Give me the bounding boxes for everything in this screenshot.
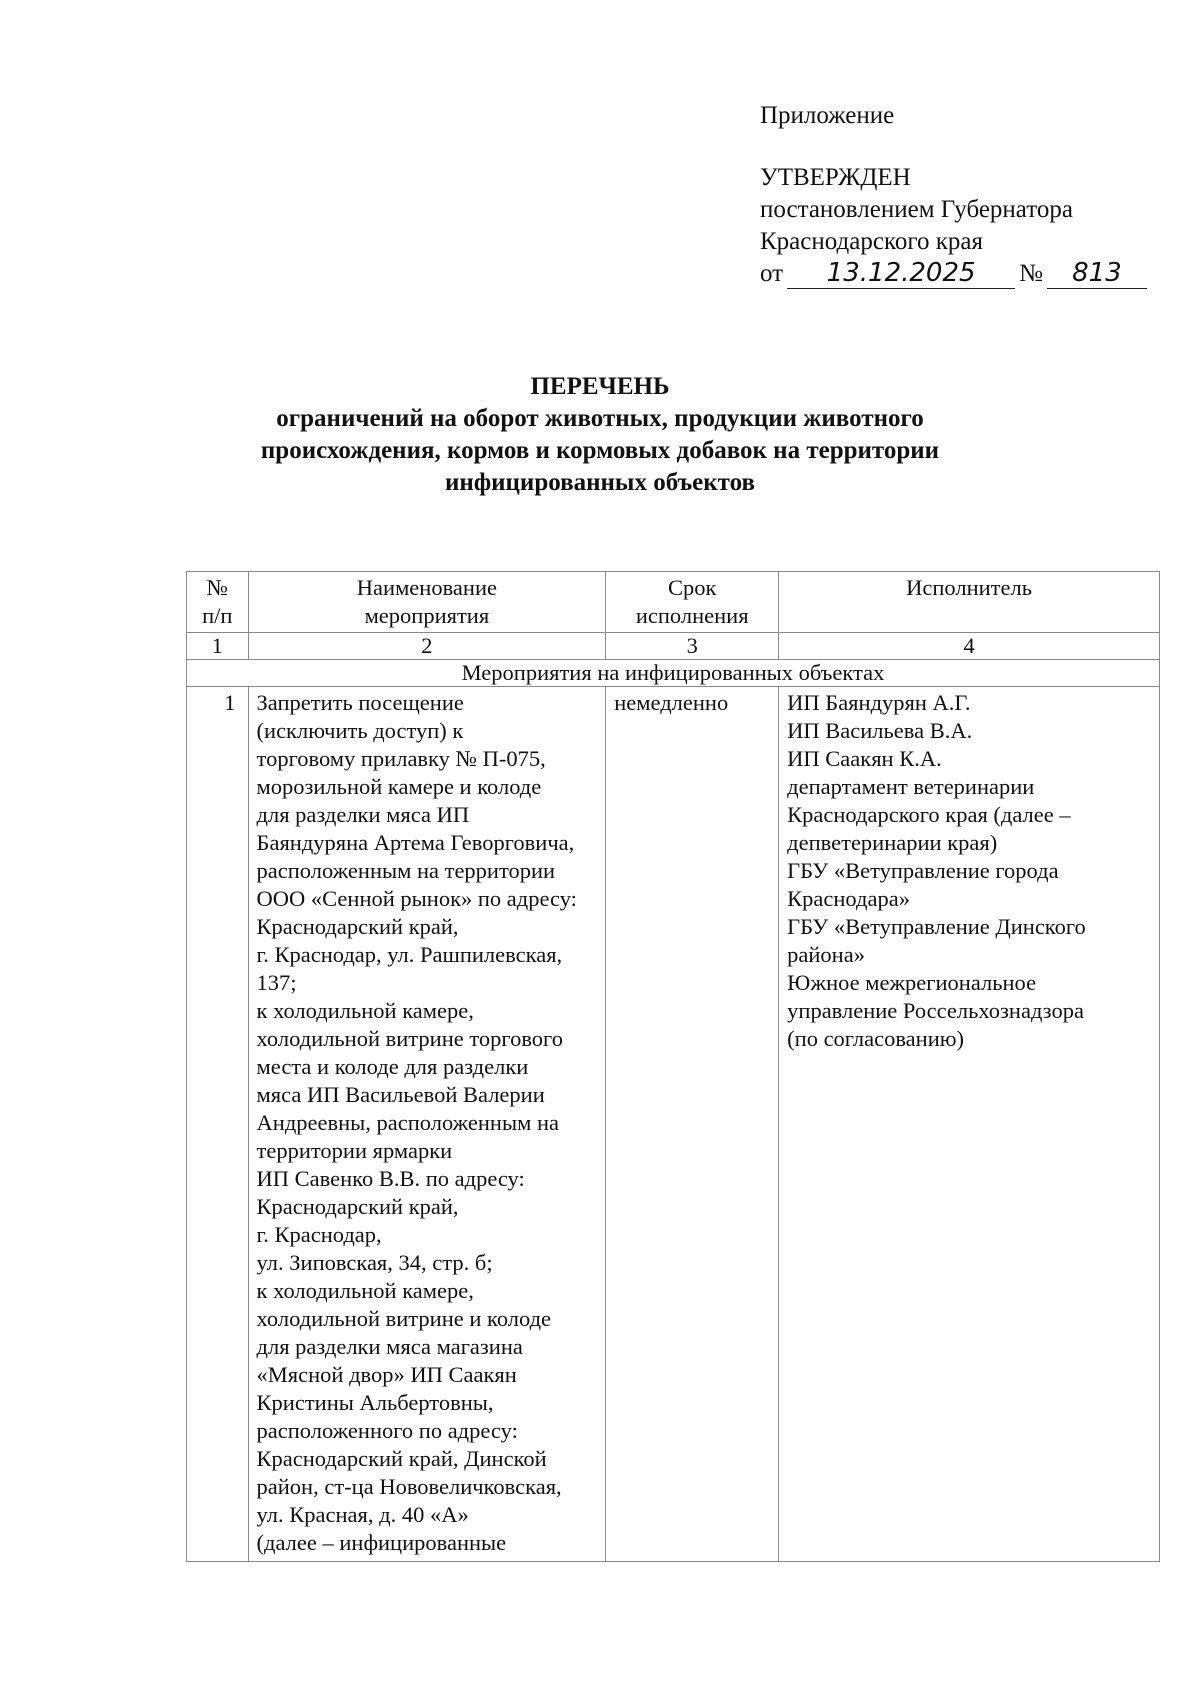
- executor-line: Краснодара»: [787, 886, 910, 911]
- section-title: Мероприятия на инфицированных объектах: [187, 660, 1160, 687]
- title-line: ограничений на оборот животных, продукции животного: [276, 405, 924, 432]
- executor-line: ИП Саакян К.А.: [787, 746, 942, 771]
- measure-line: Краснодарский край,: [256, 1194, 459, 1219]
- measure-line: Краснодарский край, Динской: [256, 1446, 547, 1471]
- approved-label: УТВЕРЖДЕН: [760, 164, 911, 191]
- executor-line: (по согласованию): [787, 1026, 965, 1051]
- executor-cell: [779, 687, 1160, 1562]
- restrictions-table: [186, 571, 1160, 1562]
- approval-block: [760, 100, 1147, 290]
- approval-date-line: [760, 258, 1147, 290]
- measure-line: 137;: [256, 970, 297, 995]
- measure-line: (исключить доступ) к: [256, 718, 464, 743]
- handwritten-date: 13.12.2025: [787, 258, 1015, 289]
- title-line: происхождения, кормов и кормовых добавок на территории: [260, 437, 940, 464]
- column-number: 3: [606, 633, 779, 660]
- measure-cell: [248, 687, 606, 1562]
- title-line: инфицированных объектов: [445, 469, 755, 496]
- measure-line: район, ст-ца Нововеличковская,: [256, 1474, 562, 1499]
- approval-decree-line: постановлением Губернатора: [760, 196, 1073, 223]
- section-row: [187, 660, 1160, 687]
- measure-line: расположенного по адресу:: [256, 1418, 518, 1443]
- measure-line: г. Краснодар, ул. Рашпилевская,: [256, 942, 563, 967]
- executor-line: департамент ветеринарии: [787, 774, 1035, 799]
- approval-region-line: Краснодарского края: [760, 228, 983, 255]
- handwritten-number: 813: [1047, 258, 1147, 289]
- column-number: 2: [248, 633, 606, 660]
- executor-line: Южное межрегиональное: [787, 970, 1037, 995]
- measure-line: мяса ИП Васильевой Валерии: [256, 1082, 545, 1107]
- executor-line: Краснодарского края (далее –: [787, 802, 1071, 827]
- number-prefix: №: [1019, 260, 1043, 287]
- measure-line: ул. Красная, д. 40 «А»: [256, 1502, 469, 1527]
- measure-line: морозильной камере и колоде: [256, 774, 542, 799]
- measure-line: к холодильной камере,: [256, 998, 474, 1023]
- appendix-label: Приложение: [760, 102, 895, 129]
- measure-line: расположенным на территории: [256, 858, 556, 883]
- measure-line: Андреевны, расположенным на: [256, 1110, 559, 1135]
- measure-line: для разделки мяса магазина: [256, 1334, 523, 1359]
- executor-line: ИП Баяндурян А.Г.: [787, 690, 971, 715]
- header-measure: Наименование мероприятия: [248, 572, 606, 633]
- measure-line: ул. Зиповская, 34, стр. б;: [256, 1250, 493, 1275]
- measure-line: территории ярмарки: [256, 1138, 453, 1163]
- measure-line: Баяндуряна Артема Геворговича,: [256, 830, 575, 855]
- deadline-cell: немедленно: [606, 687, 779, 1562]
- measure-line: для разделки мяса ИП: [256, 802, 470, 827]
- executor-line: ГБУ «Ветуправление Динского: [787, 914, 1086, 939]
- header-executor: Исполнитель: [779, 572, 1160, 633]
- executor-line: депветеринарии края): [787, 830, 998, 855]
- executor-line: ГБУ «Ветуправление города: [787, 858, 1059, 883]
- measure-line: ООО «Сенной рынок» по адресу:: [256, 886, 577, 911]
- column-number-row: [187, 633, 1160, 660]
- measure-line: холодильной витрине торгового: [256, 1026, 563, 1051]
- table-row: [187, 687, 1160, 1562]
- executor-line: ИП Васильева В.А.: [787, 718, 973, 743]
- measure-line: «Мясной двор» ИП Саакян: [256, 1362, 517, 1387]
- executor-line: района»: [787, 942, 865, 967]
- measure-line: (далее – инфицированные: [256, 1530, 507, 1555]
- row-number: 1: [187, 687, 249, 1562]
- document-title: [0, 371, 1200, 499]
- table-header-row: [187, 572, 1160, 633]
- title-heading: ПЕРЕЧЕНЬ: [530, 373, 670, 400]
- executor-line: управление Россельхознадзора: [787, 998, 1084, 1023]
- column-number: 1: [187, 633, 249, 660]
- measure-line: Запретить посещение: [256, 690, 464, 715]
- header-num: № п/п: [187, 572, 249, 633]
- measure-line: места и колоде для разделки: [256, 1054, 529, 1079]
- measure-line: г. Краснодар,: [256, 1222, 382, 1247]
- date-prefix: от: [760, 260, 784, 287]
- measure-line: холодильной витрине и колоде: [256, 1306, 552, 1331]
- measure-line: Кристины Альбертовны,: [256, 1390, 494, 1415]
- measure-line: ИП Савенко В.В. по адресу:: [256, 1166, 525, 1191]
- measure-line: торговому прилавку № П-075,: [256, 746, 546, 771]
- header-deadline: Срок исполнения: [606, 572, 779, 633]
- measure-line: Краснодарский край,: [256, 914, 459, 939]
- column-number: 4: [779, 633, 1160, 660]
- measure-line: к холодильной камере,: [256, 1278, 474, 1303]
